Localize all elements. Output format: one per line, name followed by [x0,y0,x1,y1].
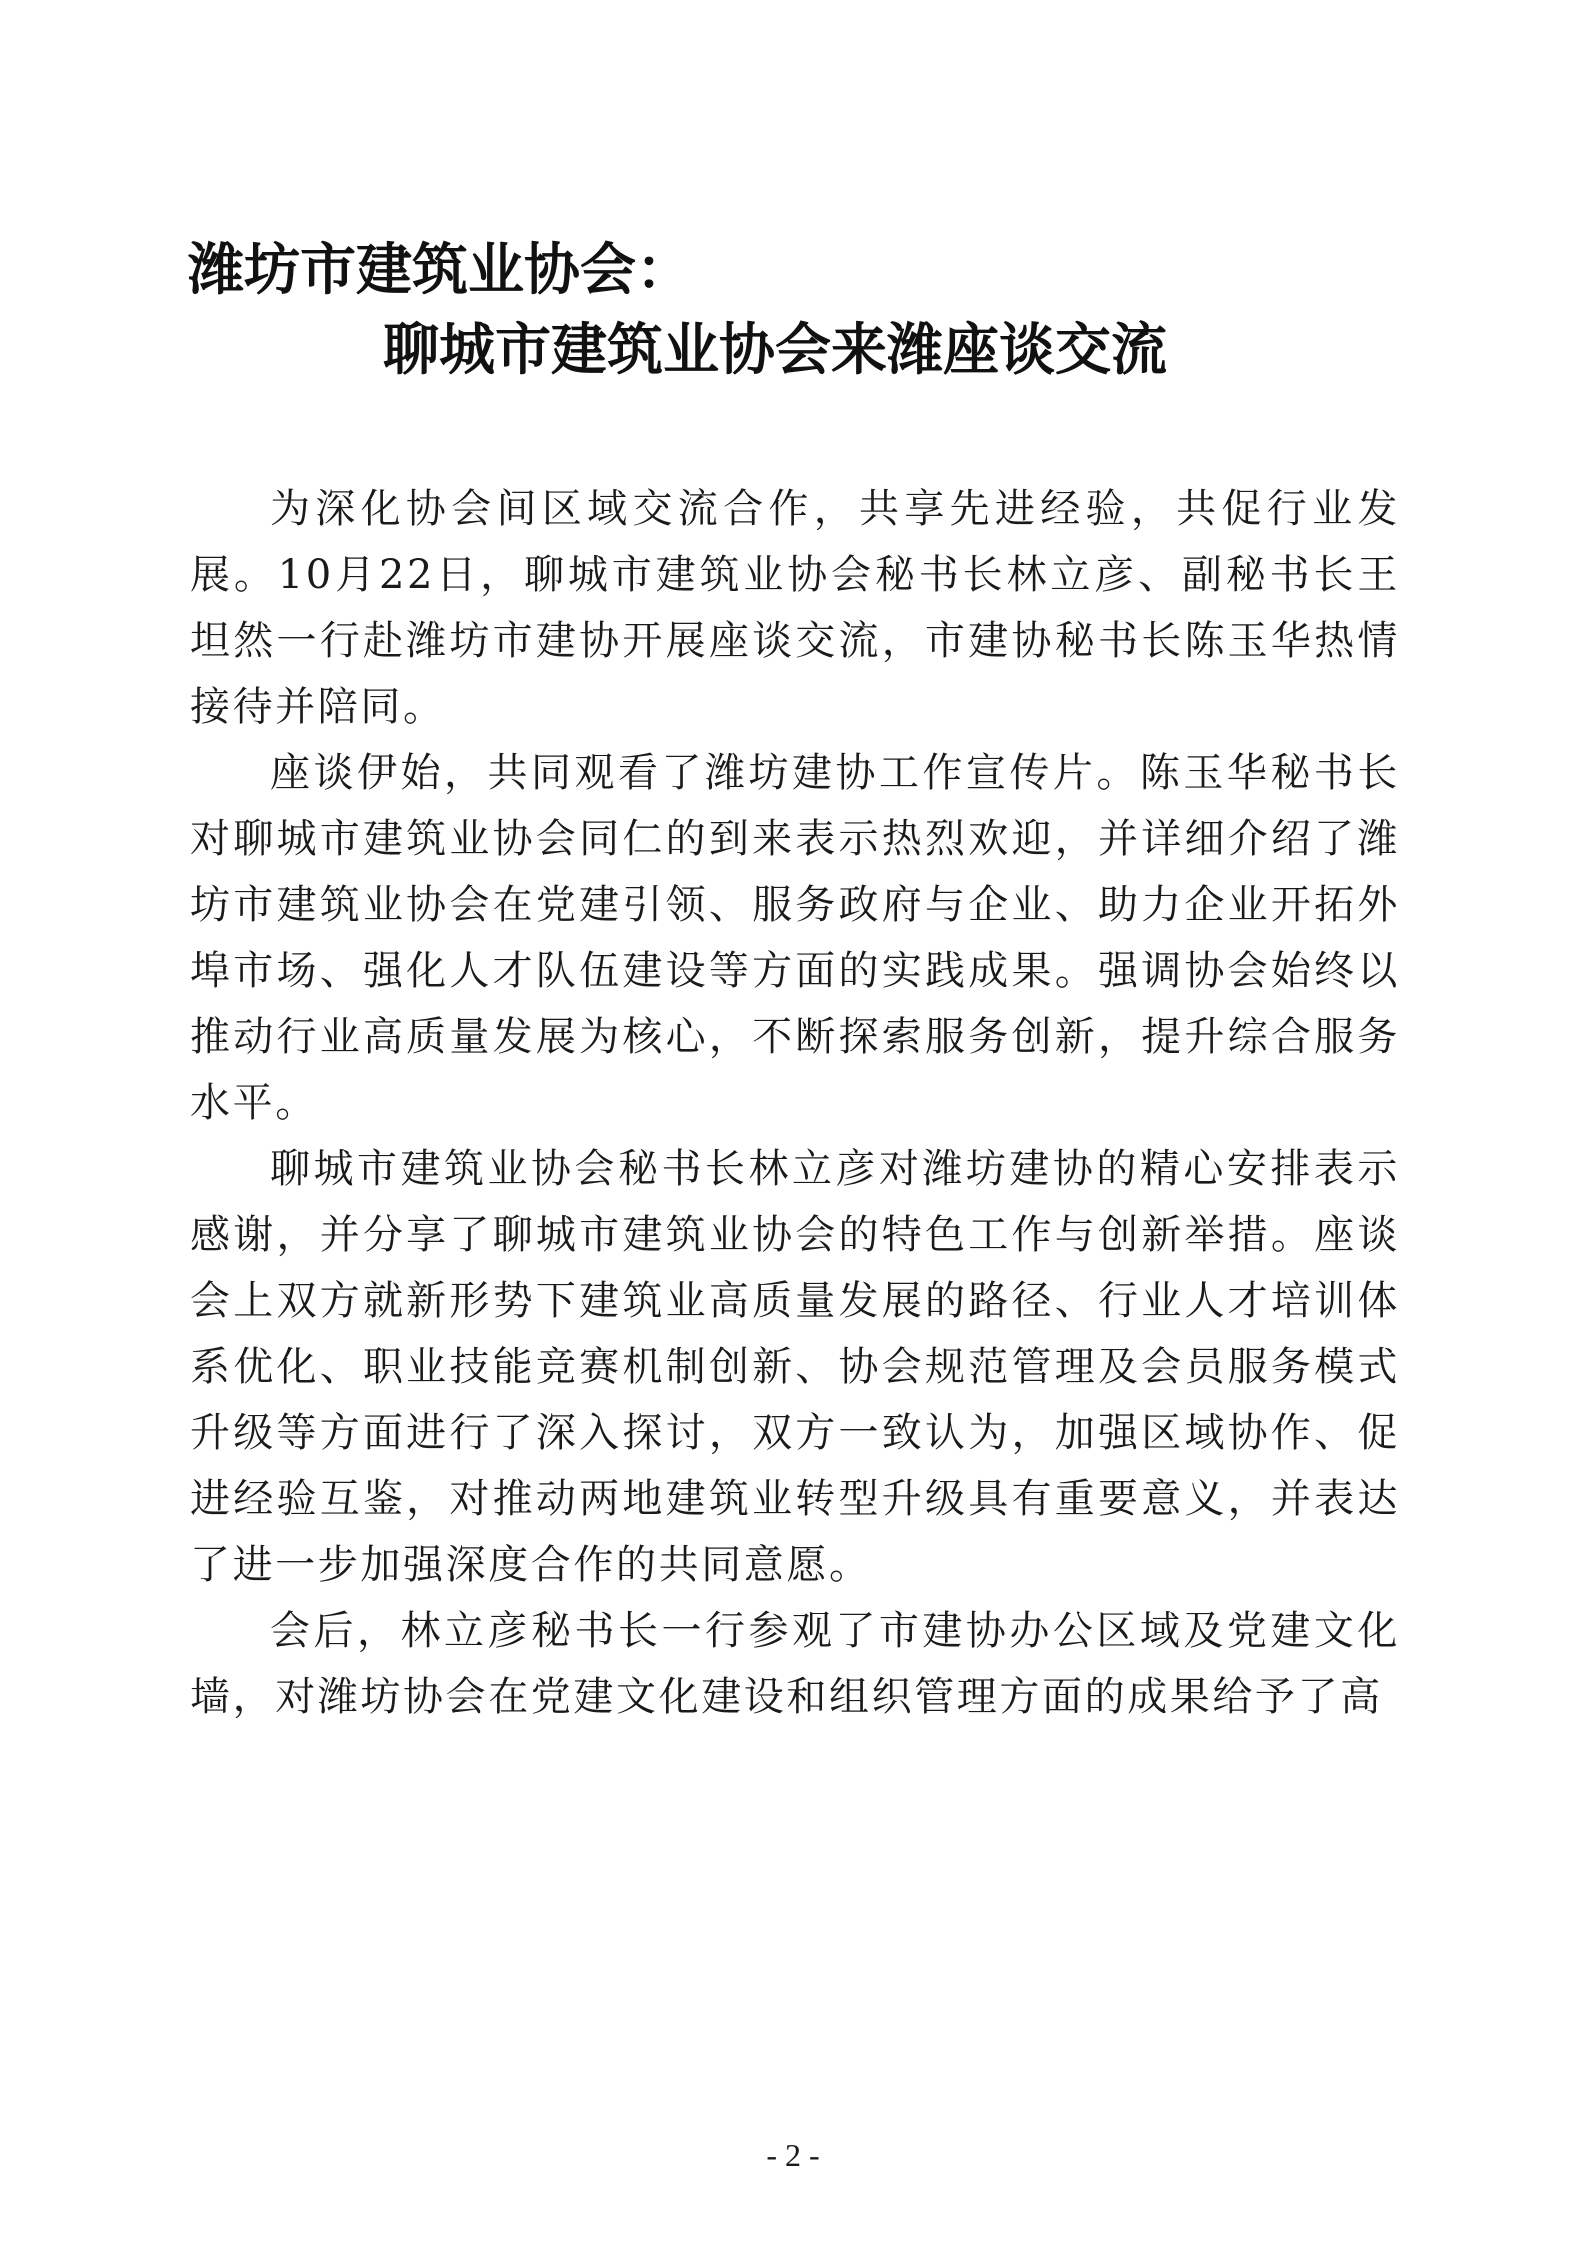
document-title-line-1: 潍坊市建筑业协会： [188,237,692,303]
paragraph-1: 为深化协会间区域交流合作，共享先进经验，共促行业发展。10月22日，聊城市建筑业协会秘书长林立彦、副秘书长王坦然一行赴潍坊市建协开展座谈交流，市建协秘书长陈玉华热情接待并陪同。 [190,486,1400,730]
paragraph-4: 会后，林立彦秘书长一行参观了市建协办公区域及党建文化墙，对潍坊协会在党建文化建设和组织管理方面的成果给予了高 [190,1608,1400,1720]
page-number: - 2 - [766,2137,820,2173]
document-body [190,476,1400,1730]
paragraph-2: 座谈伊始，共同观看了潍坊建协工作宣传片。陈玉华秘书长对聊城市建筑业协会同仁的到来表示热烈欢迎，并详细介绍了潍坊市建筑业协会在党建引领、服务政府与企业、助力企业开拓外埠市场、强化人才队伍建设等方面的实践成果。强调协会始终以推动行业高质量发展为核心，不断探索服务创新，提升综合服务水平。 [190,750,1400,1126]
paragraph-3: 聊城市建筑业协会秘书长林立彦对潍坊建协的精心安排表示感谢，并分享了聊城市建筑业协会的特色工作与创新举措。座谈会上双方就新形势下建筑业高质量发展的路径、行业人才培训体系优化、职业技能竞赛机制创新、协会规范管理及会员服务模式升级等方面进行了深入探讨，双方一致认为，加强区域协作、促进经验互鉴，对推动两地建筑业转型升级具有重要意义，并表达了进一步加强深度合作的共同意愿。 [190,1146,1400,1588]
document-title-line-2: 聊城市建筑业协会来潍座谈交流 [383,317,1167,383]
